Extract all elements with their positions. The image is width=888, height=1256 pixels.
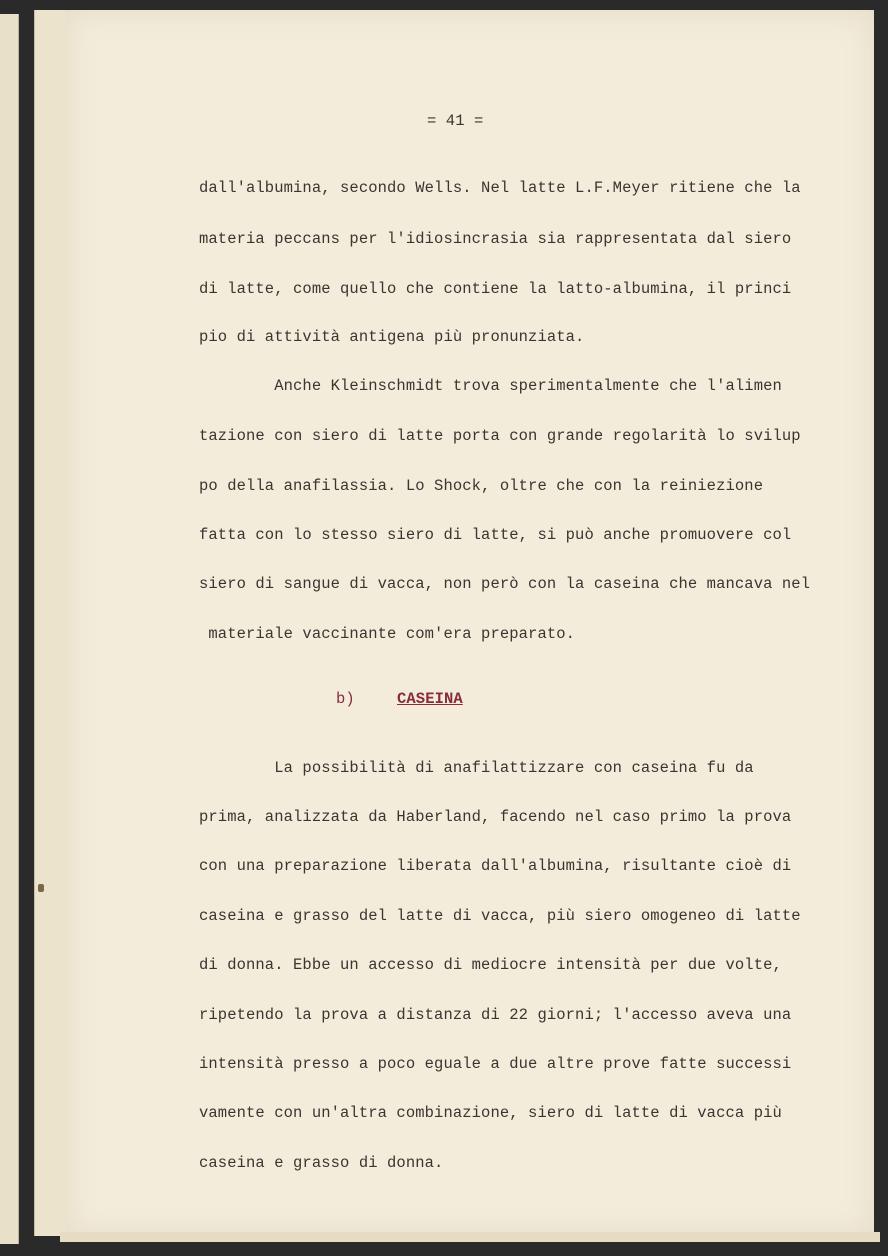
text-line: tazione con siero di latte porta con grande regolarità lo svilup — [199, 427, 801, 445]
text-line: La possibilità di anafilattizzare con caseina fu da — [199, 759, 754, 777]
text-line: Anche Kleinschmidt trova sperimentalmente che l'alimen — [199, 377, 782, 395]
text-line: fatta con lo stesso siero di latte, si può anche promuovere col — [199, 526, 792, 544]
text-line: po della anafilassia. Lo Shock, oltre che con la reiniezione — [199, 477, 764, 495]
text-line: materiale vaccinante com'era preparato. — [199, 625, 576, 643]
text-line: materia peccans per l'idiosincrasia sia rappresentata dal siero — [199, 230, 792, 248]
text-line: caseina e grasso di donna. — [199, 1154, 444, 1172]
text-line: intensità presso a poco eguale a due altre prove fatte successi — [199, 1055, 792, 1073]
text-line: pio di attività antigena più pronunziata. — [199, 328, 585, 346]
binding-staple — [38, 884, 44, 892]
page-bottom-edge — [60, 1232, 880, 1242]
text-line: di donna. Ebbe un accesso di mediocre intensità per due volte, — [199, 956, 782, 974]
adjacent-page-edge — [0, 14, 19, 1244]
text-line: prima, analizzata da Haberland, facendo nel caso primo la prova — [199, 808, 792, 826]
text-line: con una preparazione liberata dall'albumina, risultante cioè di — [199, 857, 792, 875]
section-title: CASEINA — [397, 690, 463, 708]
text-line: siero di sangue di vacca, non però con la caseina che mancava nel — [199, 575, 811, 593]
section-letter: b) — [336, 690, 355, 708]
text-line: vamente con un'altra combinazione, siero di latte di vacca più — [199, 1104, 782, 1122]
text-line: caseina e grasso del latte di vacca, più siero omogeneo di latte — [199, 907, 801, 925]
text-line: di latte, come quello che contiene la latto-albumina, il princi — [199, 280, 792, 298]
text-line: ripetendo la prova a distanza di 22 giorni; l'accesso aveva una — [199, 1006, 792, 1024]
page-number: = 41 = — [427, 112, 484, 130]
text-line: dall'albumina, secondo Wells. Nel latte L.F.Meyer ritiene che la — [199, 179, 801, 197]
